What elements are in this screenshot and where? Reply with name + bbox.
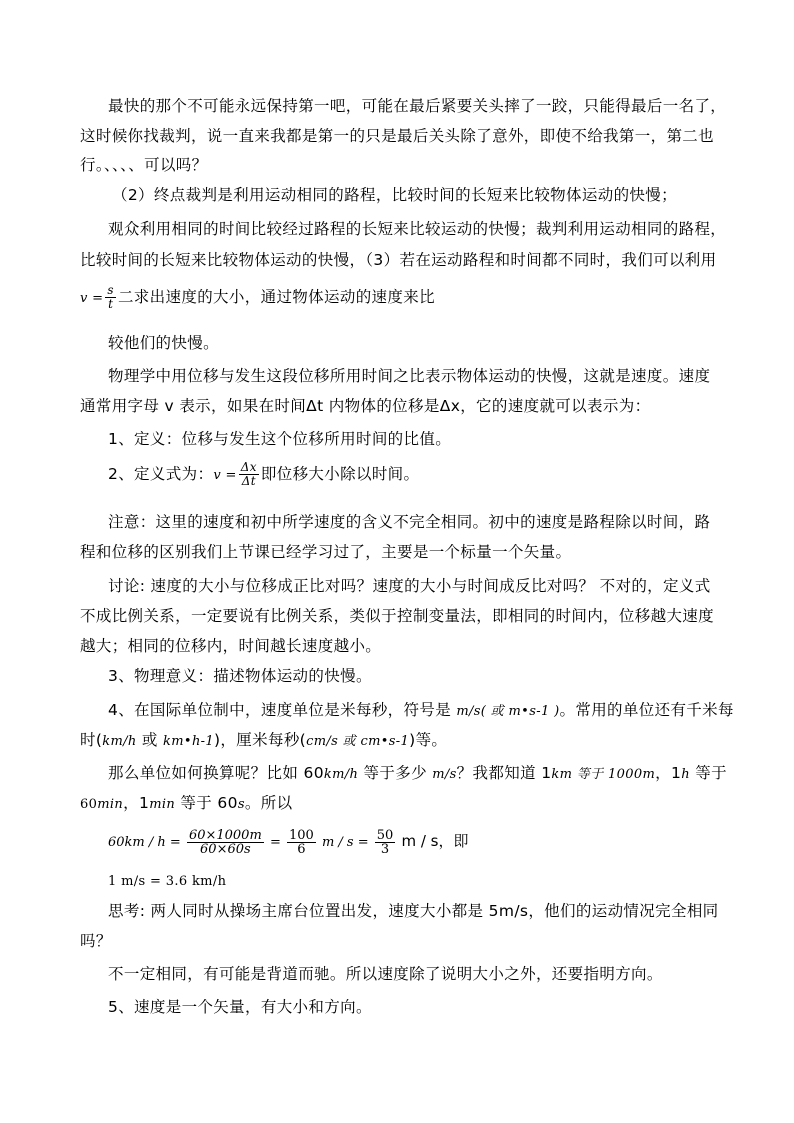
unit-symbol: km/h bbox=[323, 767, 359, 782]
fraction-dx-over-dt bbox=[239, 461, 259, 488]
paragraph-line: 不成比例关系，一定要说有比例关系，类似于控制变量法，即相同的时间内，位移越大速度 bbox=[80, 607, 715, 625]
definition-2 bbox=[108, 458, 758, 492]
text-run: 那么单位如何换算呢？比如 60 bbox=[108, 764, 324, 782]
unit-symbol: cm/s 或 cm•s-1 bbox=[306, 734, 410, 749]
unit-symbol: h bbox=[681, 767, 690, 782]
paragraph-line: 较他们的快慢。 bbox=[108, 334, 219, 352]
text-run: )，厘米每秒( bbox=[214, 731, 307, 749]
paragraph-line-with-formula bbox=[80, 283, 730, 313]
definition-1: 1、定义：位移与发生这个位移所用时间的比值。 bbox=[108, 430, 452, 448]
conversion-result: 1 m/s = 3.6 km/h bbox=[108, 874, 227, 889]
text-run: 时( bbox=[80, 731, 103, 749]
paragraph-line: 吗？ bbox=[80, 932, 112, 950]
fraction-numerator: 50 bbox=[376, 828, 394, 843]
text-run: ？我都知道 1 bbox=[456, 764, 552, 782]
paragraph-line: 讨论: 速度的大小与位移成正比对吗？速度的大小与时间成反比对吗？ 不对的，定义式 bbox=[108, 577, 711, 595]
fraction bbox=[375, 829, 396, 856]
equals-sign: = bbox=[269, 835, 281, 850]
unit-symbol: km•h-1 bbox=[163, 734, 215, 749]
equation-lhs: 60km / h = bbox=[108, 835, 181, 850]
paragraph-line: 思考: 两人同时从操场主席台位置出发，速度大小都是 5m/s，他们的运动情况完全相同 bbox=[108, 902, 719, 920]
unit-symbol: m/s( 或 m•s-1 ) bbox=[456, 704, 560, 719]
text-run: 。所以 bbox=[244, 794, 293, 812]
paragraph-line: 比较时间的长短来比较物体运动的快慢，（3）若在运动路程和时间都不同时，我们可以利用 bbox=[80, 251, 717, 269]
unit-symbol: min bbox=[149, 797, 176, 812]
text-run: 4、在国际单位制中，速度单位是米每秒，符号是 bbox=[108, 701, 457, 719]
paragraph-line: 通常用字母 v 表示，如果在时间Δt 内物体的位移是Δx，它的速度就可以表示为： bbox=[80, 397, 651, 415]
equation-unit: m / s = bbox=[321, 835, 369, 850]
fraction bbox=[187, 829, 264, 856]
paragraph-line: 行。、、、、可以吗？ bbox=[80, 156, 208, 174]
text-run: 。常用的单位还有千米每 bbox=[559, 701, 734, 719]
text-run: 或 bbox=[136, 731, 164, 749]
unit-symbol: m/s bbox=[432, 767, 457, 782]
fraction-denominator: 60×60s bbox=[200, 842, 251, 857]
formula-v: v = bbox=[213, 468, 237, 483]
unit-symbol: s bbox=[237, 797, 245, 812]
unit-symbol: km 等于 1000m bbox=[551, 767, 656, 782]
vector-statement: 5、速度是一个矢量，有大小和方向。 bbox=[108, 998, 372, 1016]
text-run: 等于多少 bbox=[358, 764, 433, 782]
fraction-numerator: 100 bbox=[288, 828, 314, 843]
text-run: ，1 bbox=[655, 764, 682, 782]
paragraph-line: 程和位移的区别我们上节课已经学习过了，主要是一个标量一个矢量。 bbox=[80, 543, 572, 561]
fraction-denominator: 6 bbox=[297, 842, 306, 857]
fraction-numerator: Δx bbox=[240, 460, 257, 474]
unit-symbol: min bbox=[97, 797, 124, 812]
paragraph-line bbox=[80, 730, 730, 752]
formula-v: v = bbox=[80, 291, 104, 306]
paragraph-line bbox=[108, 763, 758, 785]
definition-2-prefix: 2、定义式为： bbox=[108, 465, 214, 483]
definition-2-suffix: 即位移大小除以时间。 bbox=[260, 465, 420, 483]
text-run: 60 bbox=[80, 797, 98, 812]
paragraph-text: 二求出速度的大小，通过物体运动的速度来比 bbox=[117, 288, 435, 306]
paragraph-line: 注意：这里的速度和初中所学速度的含义不完全相同。初中的速度是路程除以时间，路 bbox=[108, 513, 711, 531]
paragraph-line: 观众利用相同的时间比较经过路程的长短来比较运动的快慢；裁判利用运动相同的路程， bbox=[108, 220, 727, 238]
fraction-numerator: 60×1000m bbox=[188, 828, 262, 843]
fraction-denominator: Δt bbox=[241, 474, 256, 488]
equation-tail: m / s，即 bbox=[401, 832, 469, 850]
paragraph-line bbox=[80, 793, 730, 815]
physical-meaning: 3、物理意义：描述物体运动的快慢。 bbox=[108, 667, 372, 685]
text-run: 等于 60 bbox=[175, 794, 238, 812]
paragraph-line: 最快的那个不可能永远保持第一吧，可能在最后紧要关头摔了一跤，只能得最后一名了， bbox=[108, 97, 727, 115]
text-run: )等。 bbox=[409, 731, 448, 749]
conversion-equation bbox=[108, 822, 468, 862]
paragraph-line bbox=[108, 700, 758, 722]
paragraph-line: （2）终点裁判是利用运动相同的路程，比较时间的长短来比较物体运动的快慢； bbox=[112, 186, 677, 204]
paragraph-line: 这时候你找裁判，说一直来我都是第一的只是最后关头除了意外，即使不给我第一，第二也 bbox=[80, 127, 715, 145]
fraction-denominator: 3 bbox=[380, 842, 390, 857]
text-run: ，1 bbox=[123, 794, 150, 812]
paragraph-line: 越大；相同的位移内，时间越长速度越小。 bbox=[80, 637, 382, 655]
fraction-numerator: s bbox=[107, 283, 114, 297]
fraction-denominator: t bbox=[108, 297, 114, 311]
unit-symbol: km/h bbox=[102, 734, 137, 749]
fraction bbox=[287, 829, 316, 856]
fraction-s-over-t bbox=[105, 284, 116, 311]
paragraph-line: 不一定相同，有可能是背道而驰。所以速度除了说明大小之外，还要指明方向。 bbox=[108, 965, 663, 983]
paragraph-line: 物理学中用位移与发生这段位移所用时间之比表示物体运动的快慢，这就是速度。速度 bbox=[108, 367, 711, 385]
text-run: 等于 bbox=[689, 764, 727, 782]
